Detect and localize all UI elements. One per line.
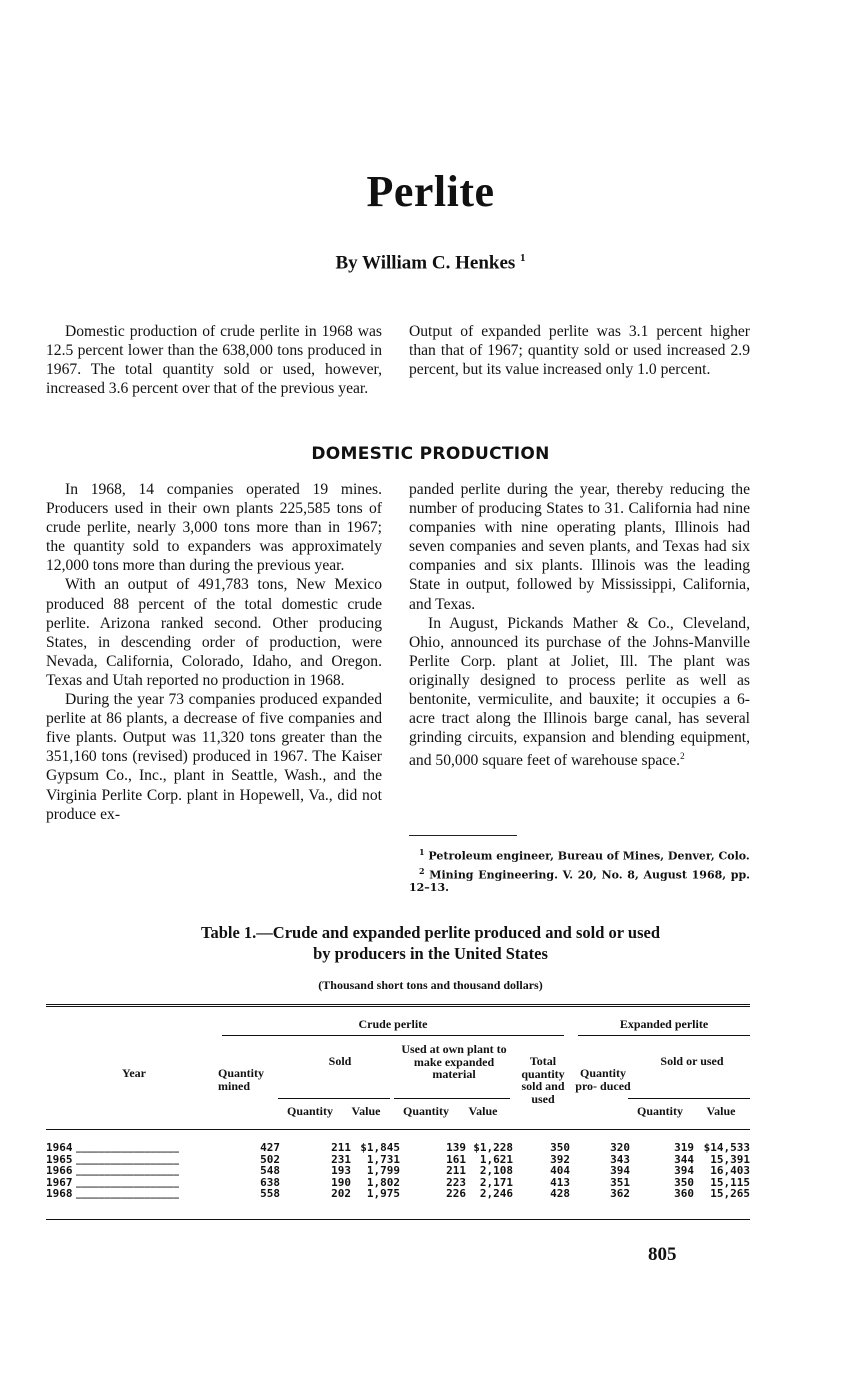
leader-dots: __________________ <box>76 1165 179 1176</box>
leader-dots: __________________ <box>76 1176 179 1188</box>
footnote-mark: 2 <box>419 866 425 877</box>
page-title: Perlite <box>366 167 495 216</box>
body-paragraph: panded perlite during the year, thereby reducing the number of producing States to 31. California had nine companies with nine operating plants, Illinois had seven companies and seven plants, and Texas had six companies and six plants. Illinois was the leading State in output, followed by Mississippi, California, and Texas. <box>409 481 750 613</box>
header-sold-or-used: Sold or used <box>660 1054 724 1068</box>
table-title-line: by producers in the United States <box>313 944 548 963</box>
header-rule <box>628 1098 750 1099</box>
cell-used-q: 226 <box>446 1187 466 1200</box>
table-row <box>46 1188 750 1200</box>
body-paragraph: During the year 73 companies produced expanded perlite at 86 plants, a decrease of five companies and five plants. Output was 11,320 tons greater than the 351,160 tons (revised) produced in 1967. The Kaiser Gypsum Co., Inc., plant in Seattle, Wash., and the Virginia Perlite Corp. plant in Hopewell, Va., did not produce ex- <box>46 691 382 823</box>
cell-sold-q: 211 <box>331 1141 351 1154</box>
footnote-mark: 2 <box>680 751 685 762</box>
cell-produced: 394 <box>610 1164 630 1177</box>
cell-mined: 548 <box>260 1164 280 1177</box>
header-used-own-plant: Used at own plant to make expanded material <box>401 1042 507 1081</box>
cell-used-q: 223 <box>446 1175 466 1189</box>
cell-sold-v: 1,731 <box>366 1152 400 1166</box>
cell-produced: 362 <box>610 1187 630 1200</box>
table-bottom-rule <box>46 1219 750 1220</box>
header-year: Year <box>122 1066 146 1080</box>
footnote-text: Mining Engineering. V. 20, No. 8, August 1968, pp. 12–13. <box>409 868 750 895</box>
cell-sold-q: 231 <box>331 1152 351 1166</box>
table-top-rule <box>46 1004 750 1005</box>
intro-left <box>46 322 382 398</box>
body-left-column <box>46 480 382 824</box>
cell-mined: 427 <box>260 1141 280 1154</box>
header-quantity: Quantity <box>636 1104 683 1118</box>
header-quantity-produced: Quantity pro- duced <box>575 1066 631 1093</box>
cell-sold-v: 1,799 <box>366 1164 400 1177</box>
row-year: 1966 <box>46 1164 73 1177</box>
cell-sold-v: 1,975 <box>366 1187 400 1200</box>
body-paragraph: With an output of 491,783 tons, New Mexico produced 88 percent of the total domestic crude perlite. Arizona ranked second. Other producing States, in descending order of production, were Nevada, California, Colorado, Idaho, and Oregon. Texas and Utah reported no production in 1968. <box>46 576 382 689</box>
cell-produced: 320 <box>610 1141 630 1154</box>
body-paragraph-text: In August, Pickands Mather & Co., Cleveland, Ohio, announced its purchase of the Johns-Manville Perlite Corp. plant at Joliet, Ill. The plant was originally designed to process perlite as well as bentonite, vermiculite, and bauxite; it occupies a 6-acre tract along the Illinois barge canal, has several grinding circuits, expansion and blending equipment, and 50,000 square feet of warehouse space. <box>409 614 750 770</box>
cell-sold-q: 202 <box>331 1187 351 1200</box>
row-year: 1967 <box>46 1175 73 1189</box>
byline <box>0 252 861 274</box>
leader-dots: __________________ <box>76 1142 179 1153</box>
table-title-line: Table 1.—Crude and expanded perlite produced and sold or used <box>200 923 661 942</box>
intro-paragraph: Domestic production of crude perlite in 1968 was 12.5 percent lower than the 638,000 tons produced in 1967. The total quantity sold or used, however, increased 3.6 percent over that of the previous year. <box>46 323 382 398</box>
cell-sold-q: 190 <box>331 1175 351 1189</box>
header-bottom-rule <box>46 1129 750 1130</box>
header-quantity-mined: Quantity mined <box>218 1066 265 1093</box>
body-right-column <box>409 480 750 771</box>
cell-su-q: 394 <box>674 1164 694 1177</box>
header-value: Value <box>468 1104 498 1118</box>
leader-dots: __________________ <box>76 1188 179 1199</box>
table-top-rule <box>46 1006 750 1007</box>
header-sold: Sold <box>328 1054 352 1068</box>
header-rule <box>222 1035 564 1036</box>
cell-mined: 638 <box>260 1175 280 1189</box>
author-name: By William C. Henkes <box>335 252 516 274</box>
cell-used-v: 2,171 <box>479 1175 513 1189</box>
cell-sold-q: 193 <box>331 1164 351 1177</box>
header-quantity: Quantity <box>402 1104 449 1118</box>
cell-used-v: 2,246 <box>479 1187 513 1200</box>
footnotes <box>409 846 750 897</box>
footnote-mark: 1 <box>419 847 425 857</box>
footnote <box>409 865 750 895</box>
cell-used-q: 211 <box>446 1164 466 1177</box>
cell-su-v: $14,533 <box>703 1141 750 1154</box>
cell-su-q: 350 <box>674 1175 694 1189</box>
cell-used-q: 161 <box>446 1152 466 1166</box>
cell-sold-v: 1,802 <box>366 1175 400 1189</box>
cell-produced: 351 <box>610 1175 630 1189</box>
cell-su-v: 15,391 <box>710 1152 750 1166</box>
cell-total: 413 <box>550 1175 570 1189</box>
body-paragraph <box>409 614 750 771</box>
page-number: 805 <box>648 1244 677 1265</box>
header-rule <box>394 1098 510 1099</box>
footnote <box>409 846 750 863</box>
cell-total: 404 <box>550 1164 570 1177</box>
section-heading: DOMESTIC PRODUCTION <box>311 444 550 464</box>
header-crude-perlite: Crude perlite <box>358 1017 428 1031</box>
header-rule <box>578 1035 750 1036</box>
intro-right <box>409 322 750 379</box>
table-subtitle: (Thousand short tons and thousand dollars) <box>318 978 543 992</box>
cell-total: 392 <box>550 1152 570 1166</box>
footnote-text: Petroleum engineer, Bureau of Mines, Denver, Colo. <box>428 849 750 863</box>
header-rule <box>278 1098 390 1099</box>
cell-used-v: 2,108 <box>479 1164 513 1177</box>
intro-paragraph: Output of expanded perlite was 3.1 percent higher than that of 1967; quantity sold or used increased 2.9 percent, but its value increased only 1.0 percent. <box>409 323 750 379</box>
cell-used-q: 139 <box>446 1141 466 1154</box>
table-title <box>0 922 861 964</box>
cell-total: 428 <box>550 1187 570 1200</box>
cell-su-v: 15,265 <box>710 1187 750 1200</box>
cell-total: 350 <box>550 1141 570 1154</box>
row-year: 1968 <box>46 1187 73 1200</box>
row-year: 1964 <box>46 1141 73 1154</box>
cell-mined: 502 <box>260 1152 280 1166</box>
header-quantity: Quantity <box>286 1104 333 1118</box>
cell-produced: 343 <box>610 1152 630 1166</box>
cell-su-v: 16,403 <box>710 1164 750 1177</box>
footnote-mark: 1 <box>520 252 526 264</box>
header-value: Value <box>351 1104 381 1118</box>
footnote-rule <box>409 835 517 836</box>
header-value: Value <box>706 1104 736 1118</box>
cell-mined: 558 <box>260 1187 280 1200</box>
cell-su-q: 344 <box>674 1152 694 1166</box>
cell-used-v: $1,228 <box>473 1141 513 1154</box>
cell-sold-v: $1,845 <box>360 1141 400 1154</box>
cell-su-v: 15,115 <box>710 1175 750 1189</box>
row-year: 1965 <box>46 1152 73 1166</box>
header-expanded-perlite: Expanded perlite <box>619 1017 709 1031</box>
body-paragraph: In 1968, 14 companies operated 19 mines. Producers used in their own plants 225,585 tons of crude perlite, nearly 3,000 tons more than in 1967; the quantity sold to expanders was approximately 12,000 tons more than during the previous year. <box>46 481 382 575</box>
cell-used-v: 1,621 <box>479 1152 513 1166</box>
header-total-quantity: Total quantity sold and used <box>521 1054 565 1106</box>
cell-su-q: 360 <box>674 1187 694 1200</box>
cell-su-q: 319 <box>674 1141 694 1154</box>
leader-dots: __________________ <box>76 1153 179 1165</box>
